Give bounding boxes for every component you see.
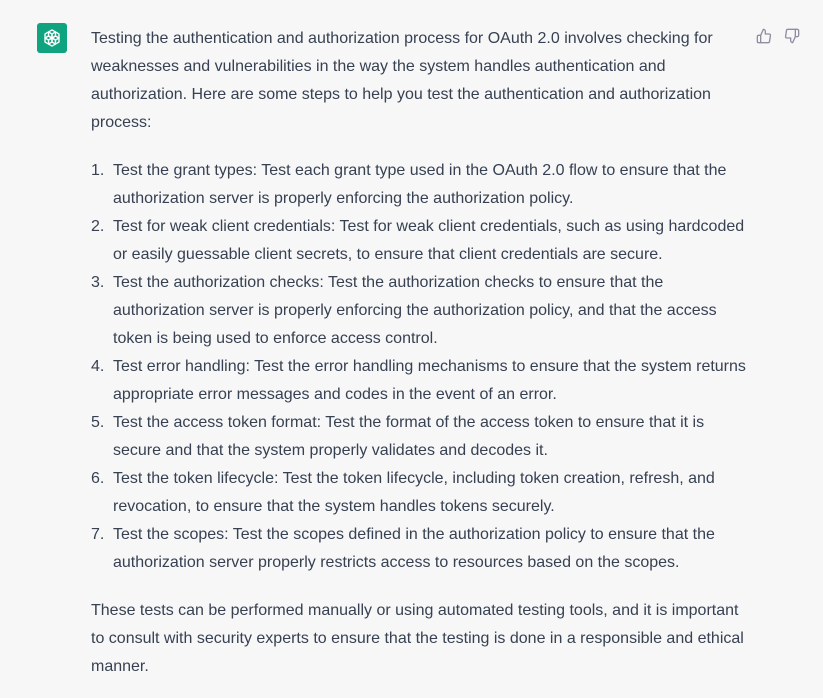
steps-list [91,157,751,577]
list-item-number: 5. [91,414,105,431]
message-content [91,25,751,681]
list-item [91,353,751,409]
list-item-text: Test the access token format: Test the format of the access token to ensure that it is secure and that the system properly validates and decodes it. [113,414,705,459]
list-item [91,269,751,353]
list-item [91,409,751,465]
list-item-text: Test the scopes: Test the scopes defined in the authorization policy to ensure that the authorization server properly restricts access to resources based on the scopes. [113,526,715,571]
list-item [91,465,751,521]
thumbs-up-button[interactable] [755,27,773,45]
thumbs-down-icon [784,28,800,44]
list-item-text: Test for weak client credentials: Test for weak client credentials, such as using hardcoded or easily guessable client secrets, to ensure that client credentials are secure. [113,218,745,263]
list-item [91,157,751,213]
thumbs-up-icon [756,28,772,44]
thumbs-down-button[interactable] [783,27,801,45]
message-intro: Testing the authentication and authorization process for OAuth 2.0 involves checking for weaknesses and vulnerabilities in the way the system handles authentication and authorization. Here are some steps to help you test the authentication and authorization process: [91,30,713,131]
list-item-number: 7. [91,526,105,543]
message-conclusion: These tests can be performed manually or using automated testing tools, and it is important to consult with security experts to ensure that the testing is done in a responsible and ethical manner. [91,602,744,675]
list-item-text: Test the grant types: Test each grant type used in the OAuth 2.0 flow to ensure that the authorization server is properly enforcing the authorization policy. [113,162,727,207]
openai-logo-icon [37,23,67,53]
list-item-number: 4. [91,358,105,375]
list-item-text: Test error handling: Test the error handling mechanisms to ensure that the system returns appropriate error messages and codes in the event of an error. [113,358,746,403]
list-item-text: Test the authorization checks: Test the authorization checks to ensure that the authorization server is properly enforcing the authorization policy, and that the access token is being used to enforce access control. [113,274,717,347]
list-item [91,213,751,269]
list-item-number: 3. [91,274,105,291]
list-item-number: 6. [91,470,105,487]
list-item-text: Test the token lifecycle: Test the token lifecycle, including token creation, refresh, and revocation, to ensure that the system handles tokens securely. [113,470,715,515]
feedback-buttons [755,27,801,45]
list-item [91,521,751,577]
list-item-number: 2. [91,218,105,235]
list-item-number: 1. [91,162,105,179]
